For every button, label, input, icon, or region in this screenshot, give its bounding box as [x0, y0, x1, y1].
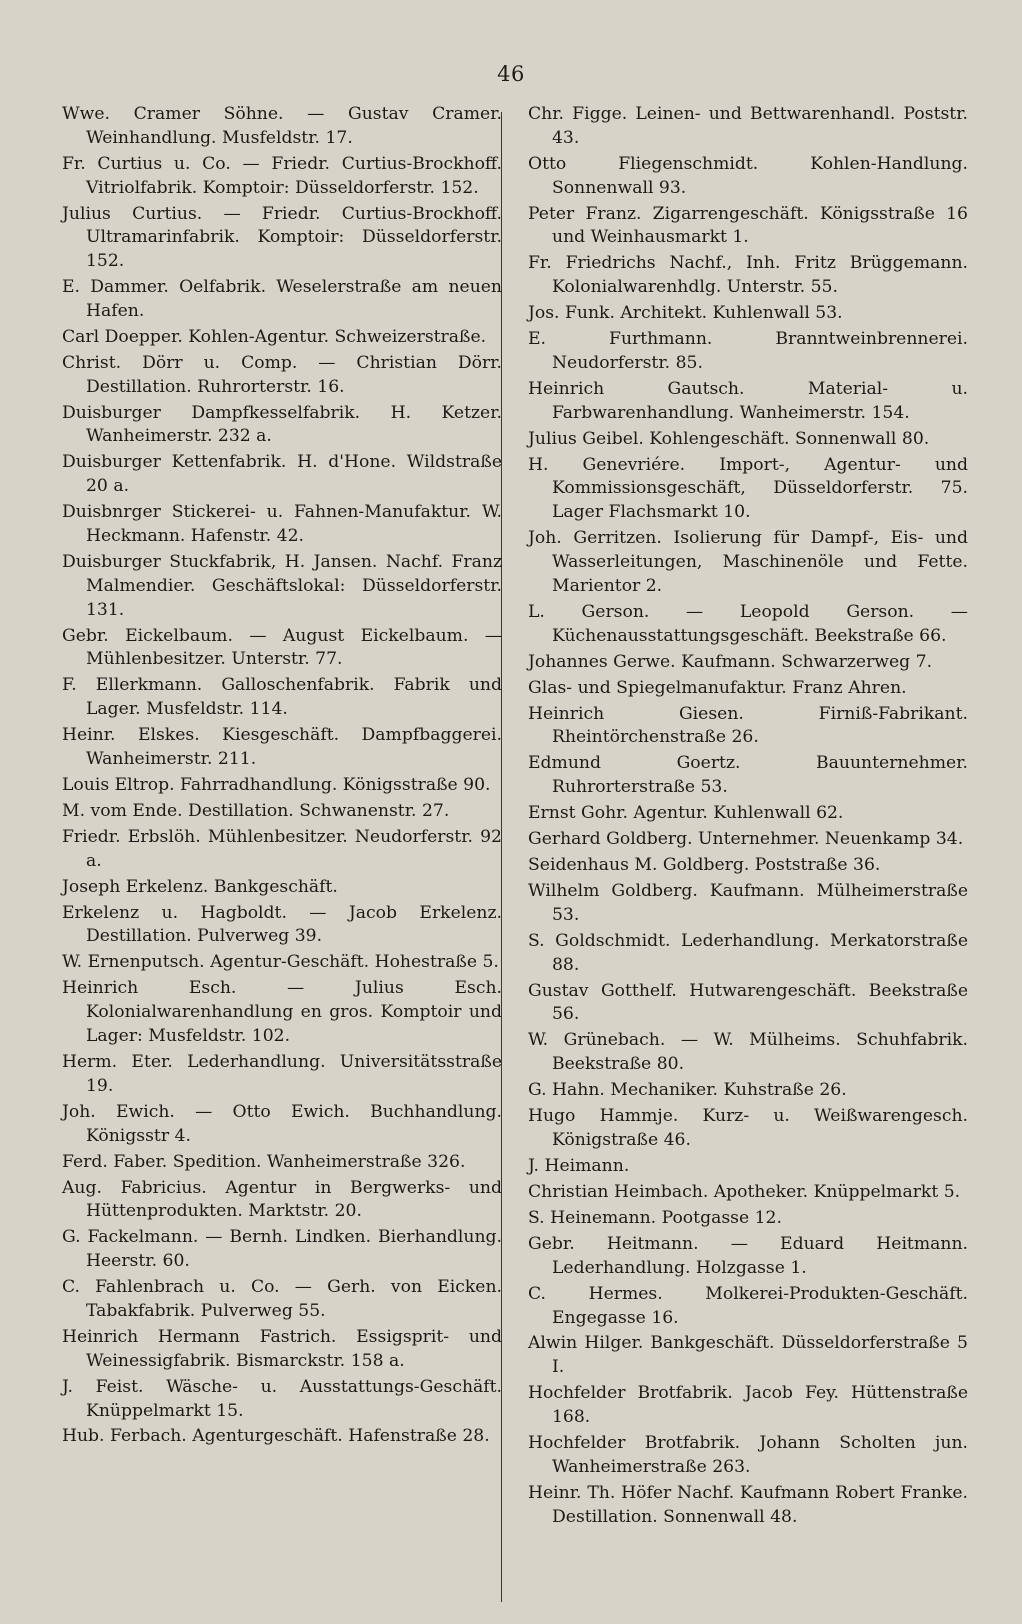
right-column [528, 103, 968, 1532]
directory-entry: Edmund Goertz. Bauunternehmer. Ruhrorterstraße 53. [528, 753, 968, 798]
directory-entry: Fr. Curtius u. Co. — Friedr. Curtius-Brockhoff. Vitriolfabrik. Komptoir: Düsseldorferstr. 152. [62, 153, 502, 198]
directory-entry: Ernst Gohr. Agentur. Kuhlenwall 62. [528, 803, 844, 824]
directory-entry: Joh. Ewich. — Otto Ewich. Buchhandlung. Königsstr 4. [62, 1101, 502, 1146]
directory-entry: Gerhard Goldberg. Unternehmer. Neuenkamp 34. [528, 829, 964, 850]
directory-entry: Johannes Gerwe. Kaufmann. Schwarzerweg 7. [528, 651, 933, 672]
directory-entry: Friedr. Erbslöh. Mühlenbesitzer. Neudorferstr. 92 a. [62, 826, 502, 871]
directory-entry: C. Hermes. Molkerei-Produkten-Geschäft. Engegasse 16. [528, 1283, 968, 1328]
directory-entry: Louis Eltrop. Fahrradhandlung. Königsstraße 90. [62, 774, 491, 795]
directory-entry: Jos. Funk. Architekt. Kuhlenwall 53. [528, 303, 843, 324]
directory-entry: E. Furthmann. Branntweinbrennerei. Neudorferstr. 85. [528, 329, 968, 373]
directory-entry: Peter Franz. Zigarrengeschäft. Königsstraße 16 und Weinhausmarkt 1. [528, 203, 968, 248]
directory-entry: Duisburger Kettenfabrik. H. d'Hone. Wildstraße 20 a. [62, 452, 502, 497]
directory-entry: Hochfelder Brotfabrik. Johann Scholten jun. Wanheimerstraße 263. [528, 1433, 968, 1477]
directory-entry: Heinr. Elskes. Kiesgeschäft. Dampfbaggerei. Wanheimerstr. 211. [62, 725, 502, 769]
directory-entry: M. vom Ende. Destillation. Schwanenstr. 27. [62, 800, 450, 821]
directory-entry: W. Ernenputsch. Agentur-Geschäft. Hohestraße 5. [62, 952, 499, 973]
directory-entry: Joseph Erkelenz. Bankgeschäft. [62, 876, 338, 897]
directory-entry: Herm. Eter. Lederhandlung. Universitätsstraße 19. [62, 1052, 502, 1096]
directory-entry: S. Heinemann. Pootgasse 12. [528, 1207, 782, 1228]
directory-entry: Duisburger Stuckfabrik, H. Jansen. Nachf. Franz Malmendier. Geschäftslokal: Düsseldorferstr. 131. [62, 552, 502, 620]
directory-entry: Julius Curtius. — Friedr. Curtius-Brockhoff. Ultramarinfabrik. Komptoir: Düsseldorferstr. 152. [62, 203, 502, 272]
directory-entry: Chr. Figge. Leinen- und Bettwarenhandl. Poststr. 43. [528, 104, 968, 148]
directory-entry: Carl Doepper. Kohlen-Agentur. Schweizerstraße. [62, 326, 487, 347]
directory-entry: Gebr. Heitmann. — Eduard Heitmann. Lederhandlung. Holzgasse 1. [528, 1233, 968, 1278]
directory-entry: Duisburger Dampfkesselfabrik. H. Ketzer. Wanheimerstr. 232 a. [62, 402, 502, 447]
directory-entry: Duisbnrger Stickerei- u. Fahnen-Manufaktur. W. Heckmann. Hafenstr. 42. [62, 502, 502, 547]
directory-entry: Otto Fliegenschmidt. Kohlen-Handlung. Sonnenwall 93. [528, 153, 968, 198]
directory-entry: W. Grünebach. — W. Mülheims. Schuhfabrik. Beekstraße 80. [528, 1030, 968, 1075]
directory-entry: Heinrich Hermann Fastrich. Essigsprit- und Weinessigfabrik. Bismarckstr. 158 a. [62, 1326, 502, 1371]
directory-entry: Heinr. Th. Höfer Nachf. Kaufmann Robert Franke. Destillation. Sonnenwall 48. [528, 1482, 968, 1527]
directory-entry: Seidenhaus M. Goldberg. Poststraße 36. [528, 855, 881, 876]
directory-entry: Heinrich Gautsch. Material- u. Farbwarenhandlung. Wanheimerstr. 154. [528, 378, 968, 423]
directory-entry: Wwe. Cramer Söhne. — Gustav Cramer. Weinhandlung. Musfeldstr. 17. [62, 104, 502, 148]
directory-entry: Gebr. Eickelbaum. — August Eickelbaum. — Mühlenbesitzer. Unterstr. 77. [62, 625, 502, 670]
directory-entry: Alwin Hilger. Bankgeschäft. Düsseldorferstraße 5 I. [528, 1333, 968, 1378]
page-number: 46 [497, 62, 525, 86]
directory-entry: Gustav Gotthelf. Hutwarengeschäft. Beekstraße 56. [528, 980, 968, 1025]
directory-entry: Ferd. Faber. Spedition. Wanheimerstraße 326. [62, 1151, 466, 1172]
directory-entry: Christ. Dörr u. Comp. — Christian Dörr. Destillation. Ruhrorterstr. 16. [62, 352, 502, 397]
directory-entry: Fr. Friedrichs Nachf., Inh. Fritz Brüggemann. Kolonialwarenhdlg. Unterstr. 55. [528, 253, 968, 298]
directory-entry: H. Genevriére. Import-, Agentur- und Kommissionsgeschäft, Düsseldorferstr. 75. Lager Flachsmarkt 10. [528, 454, 968, 523]
directory-entry: E. Dammer. Oelfabrik. Weselerstraße am neuen Hafen. [62, 277, 502, 321]
directory-entry: Hugo Hammje. Kurz- u. Weißwarengesch. Königstraße 46. [528, 1106, 968, 1150]
directory-entry: Wilhelm Goldberg. Kaufmann. Mülheimerstraße 53. [528, 881, 968, 925]
directory-entry: Christian Heimbach. Apotheker. Knüppelmarkt 5. [528, 1181, 961, 1202]
directory-entry: J. Heimann. [528, 1155, 630, 1176]
directory-columns [0, 103, 1022, 1603]
directory-entry: G. Hahn. Mechaniker. Kuhstraße 26. [528, 1080, 847, 1101]
directory-entry: Heinrich Esch. — Julius Esch. Kolonialwarenhandlung en gros. Komptoir und Lager: Musfeldstr. 102. [62, 978, 502, 1047]
directory-entry: Julius Geibel. Kohlengeschäft. Sonnenwall 80. [528, 428, 930, 449]
left-column [62, 103, 502, 1451]
directory-entry: S. Goldschmidt. Lederhandlung. Merkatorstraße 88. [528, 930, 968, 975]
directory-entry: C. Fahlenbrach u. Co. — Gerh. von Eicken. Tabakfabrik. Pulverweg 55. [62, 1277, 502, 1321]
directory-entry: J. Feist. Wäsche- u. Ausstattungs-Geschäft. Knüppelmarkt 15. [62, 1376, 502, 1421]
directory-entry: G. Fackelmann. — Bernh. Lindken. Bierhandlung. Heerstr. 60. [62, 1227, 502, 1272]
directory-entry: Hub. Ferbach. Agenturgeschäft. Hafenstraße 28. [62, 1426, 490, 1447]
directory-entry: Erkelenz u. Hagboldt. — Jacob Erkelenz. Destillation. Pulverweg 39. [62, 902, 502, 947]
directory-entry: L. Gerson. — Leopold Gerson. — Küchenausstattungsgeschäft. Beekstraße 66. [528, 601, 968, 646]
directory-entry: Joh. Gerritzen. Isolierung für Dampf-, Eis- und Wasserleitungen, Maschinenöle und Fette. Marientor 2. [528, 528, 968, 596]
directory-entry: Glas- und Spiegelmanufaktur. Franz Ahren. [528, 677, 907, 698]
directory-entry: Hochfelder Brotfabrik. Jacob Fey. Hüttenstraße 168. [528, 1383, 968, 1428]
directory-entry: Heinrich Giesen. Firniß-Fabrikant. Rheintörchenstraße 26. [528, 703, 968, 748]
directory-entry: Aug. Fabricius. Agentur in Bergwerks- und Hüttenprodukten. Marktstr. 20. [62, 1177, 502, 1222]
directory-entry: F. Ellerkmann. Galloschenfabrik. Fabrik und Lager. Musfeldstr. 114. [62, 675, 502, 720]
